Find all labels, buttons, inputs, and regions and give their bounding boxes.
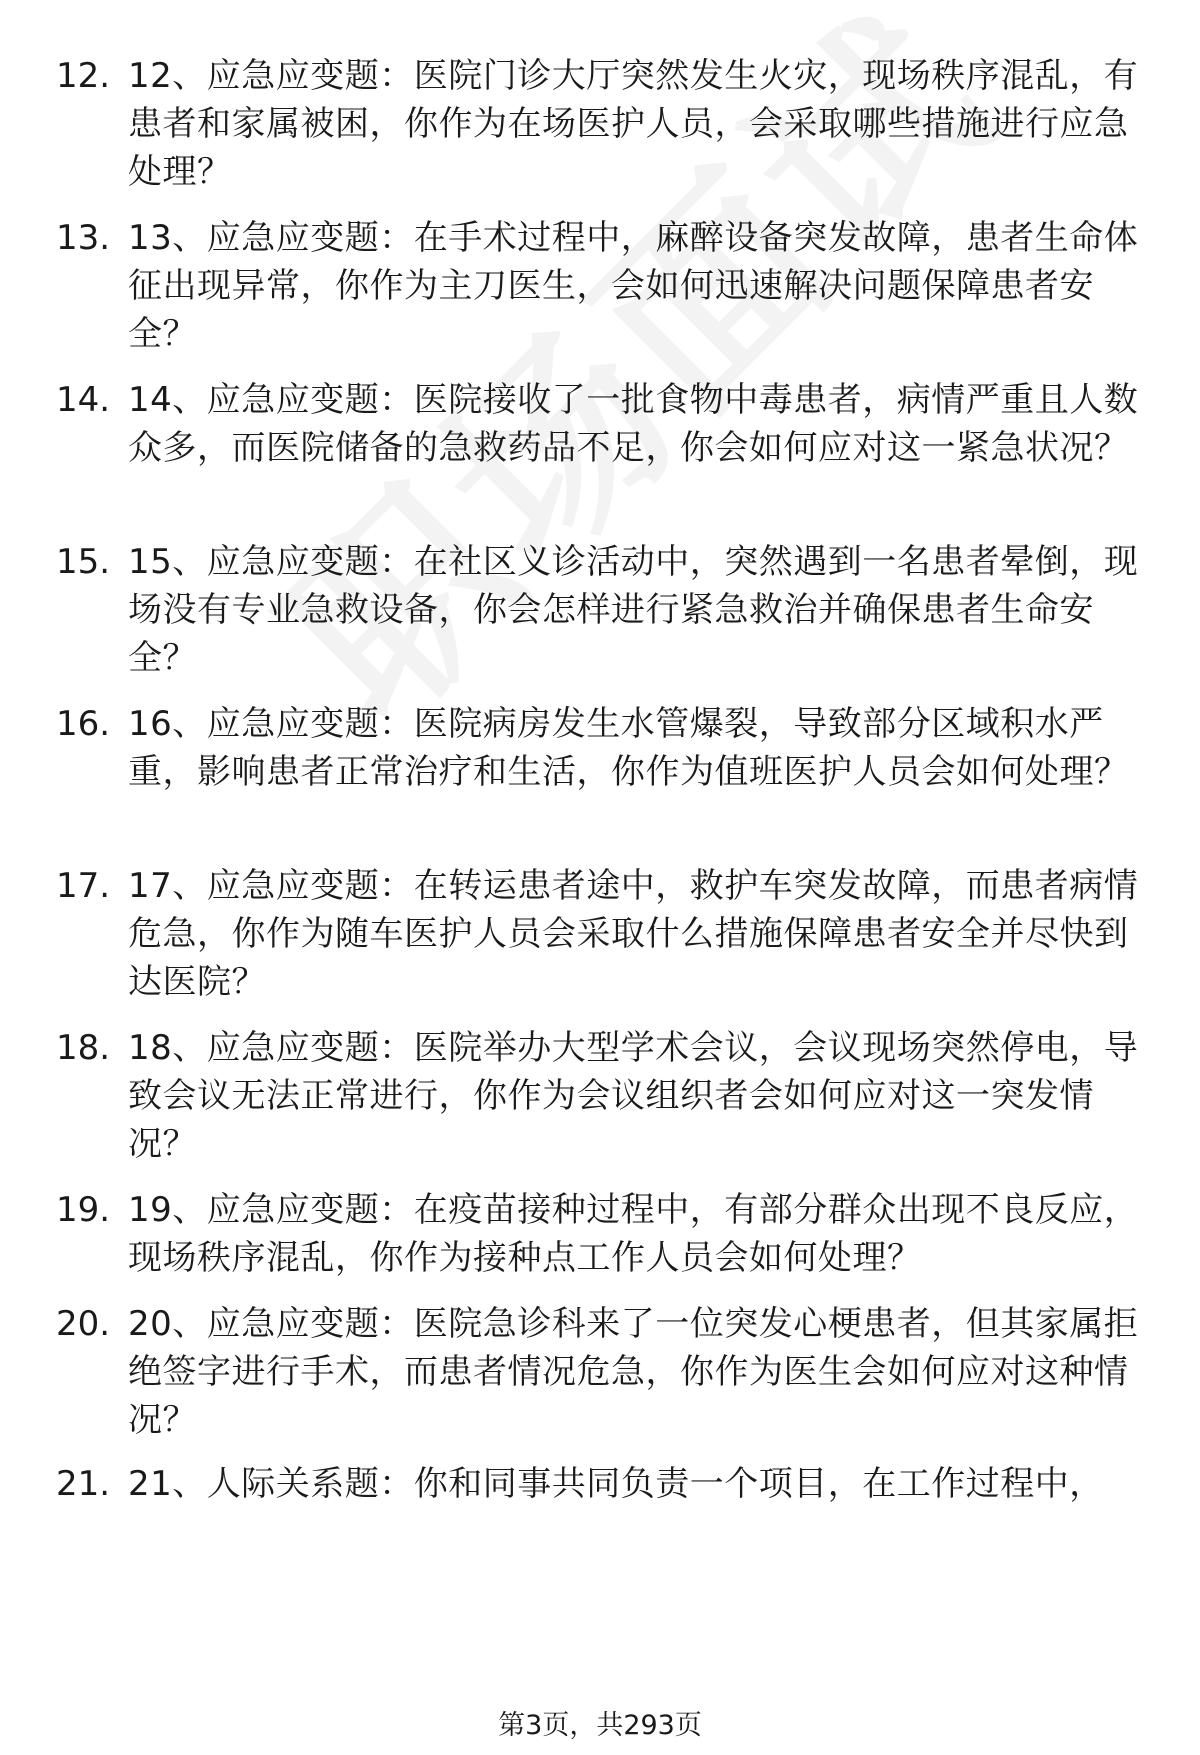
question-text: 13、应急应变题：在手术过程中，麻醉设备突发故障，患者生命体征出现异常，你作为主刀医生，会如何迅速解决问题保障患者安全？ bbox=[128, 218, 1139, 354]
question-number: 19. bbox=[56, 1190, 111, 1230]
question-text: 12、应急应变题：医院门诊大厅突然发生火灾，现场秩序混乱，有患者和家属被困，你作为在场医护人员，会采取哪些措施进行应急处理？ bbox=[128, 56, 1139, 192]
question-number: 17. bbox=[56, 866, 111, 906]
question-text: 19、应急应变题：在疫苗接种过程中，有部分群众出现不良反应，现场秩序混乱，你作为接种点工作人员会如何处理？ bbox=[128, 1190, 1139, 1278]
question-text: 15、应急应变题：在社区义诊活动中，突然遇到一名患者晕倒，现场没有专业急救设备，你会怎样进行紧急救治并确保患者生命安全？ bbox=[128, 542, 1139, 678]
question-number: 20. bbox=[56, 1304, 111, 1344]
page-footer: 第3页，共293页 bbox=[498, 1710, 702, 1741]
question-number: 15. bbox=[56, 542, 111, 582]
question-text: 16、应急应变题：医院病房发生水管爆裂，导致部分区域积水严重，影响患者正常治疗和生活，你作为值班医护人员会如何处理？ bbox=[128, 704, 1129, 792]
question-text: 17、应急应变题：在转运患者途中，救护车突发故障，而患者病情危急，你作为随车医护人员会采取什么措施保障患者安全并尽快到达医院？ bbox=[128, 866, 1139, 1002]
question-number: 21. bbox=[56, 1464, 111, 1504]
question-number: 13. bbox=[56, 218, 111, 258]
question-text: 21、人际关系题：你和同事共同负责一个项目，在工作过程中， bbox=[128, 1464, 1104, 1504]
question-number: 16. bbox=[56, 704, 111, 744]
question-text: 14、应急应变题：医院接收了一批食物中毒患者，病情严重且人数众多，而医院储备的急救药品不足，你会如何应对这一紧急状况？ bbox=[128, 380, 1139, 468]
question-text: 18、应急应变题：医院举办大型学术会议，会议现场突然停电，导致会议无法正常进行，你作为会议组织者会如何应对这一突发情况？ bbox=[128, 1028, 1139, 1164]
question-number: 14. bbox=[56, 380, 111, 420]
question-number: 18. bbox=[56, 1028, 111, 1068]
question-text: 20、应急应变题：医院急诊科来了一位突发心梗患者，但其家属拒绝签字进行手术，而患者情况危急，你作为医生会如何应对这种情况？ bbox=[128, 1304, 1139, 1440]
question-number: 12. bbox=[56, 56, 111, 96]
